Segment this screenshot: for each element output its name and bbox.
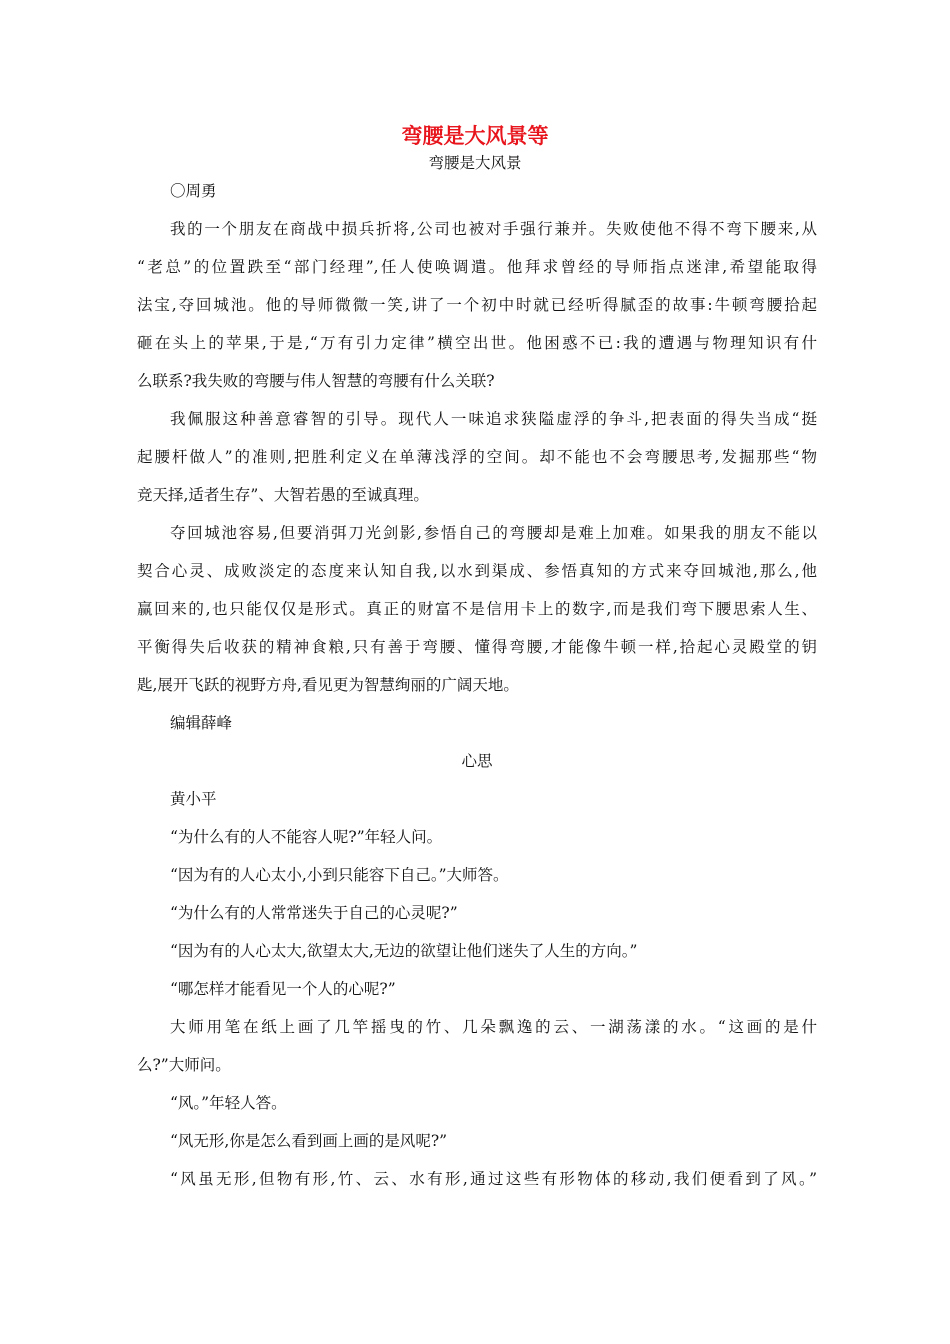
text-line: 夺回城池容易,但要消弭刀光剑影,参悟自己的弯腰却是难上加难。如果我的朋友不能以 [170,524,817,542]
paragraph-3 [137,514,817,704]
article-title: 弯腰是大风景 [428,154,522,172]
paragraph-2 [137,400,817,514]
dialogue-line: “风。”年轻人答。 [170,1094,287,1112]
dialogue-line: “风无形,你是怎么看到画上画的是风呢?” [170,1132,448,1150]
dialogue-line: “因为有的人心太大,欲望太大,无边的欲望让他们迷失了人生的方向。” [170,942,638,960]
text-line: 匙,展开飞跃的视野方舟,看见更为智慧绚丽的广阔天地。 [137,676,519,694]
dialogue-line: “风虽无形,但物有形,竹、云、水有形,通过这些有形物体的移动,我们便看到了风。” [170,1170,817,1188]
text-line: 赢回来的,也只能仅仅是形式。真正的财富不是信用卡上的数字,而是我们弯下腰思索人生、 [137,600,817,618]
text-line: “老总”的位置跌至“部门经理”,任人使唤调遣。他拜求曾经的导师指点迷津,希望能取得 [137,258,817,276]
document-title: 弯腰是大风景等 [401,124,549,148]
text-line: 么联系?我失败的弯腰与伟人智慧的弯腰有什么关联? [137,372,495,390]
text-line: 大师用笔在纸上画了几竿摇曳的竹、几朵飘逸的云、一湖荡漾的水。“这画的是什 [170,1018,817,1036]
dialogue-line: “哪怎样才能看见一个人的心呢?” [170,980,396,998]
text-line: 砸在头上的苹果,于是,“万有引力定律”横空出世。他困惑不已:我的遭遇与物理知识有什 [137,334,817,352]
paragraph-painting [137,1008,817,1084]
dialogue-line: “为什么有的人不能容人呢?”年轻人问。 [170,828,443,846]
dialogue-line: “因为有的人心太小,小到只能容下自己。”大师答。 [170,866,509,884]
text-line: 起腰杆做人”的准则,把胜利定义在单薄浅浮的空间。却不能也不会弯腰思考,发掘那些“物 [137,448,817,466]
article-body [137,172,817,1198]
dialogue-line: “为什么有的人常常迷失于自己的心灵呢?” [170,904,458,922]
text-line: 竞天择,适者生存”、大智若愚的至诚真理。 [137,486,429,504]
text-line: 我佩服这种善意睿智的引导。现代人一味追求狭隘虚浮的争斗,把表面的得失当成“挺 [170,410,817,428]
text-line: 平衡得失后收获的精神食粮,只有善于弯腰、懂得弯腰,才能像牛顿一样,拾起心灵殿堂的钥 [137,638,817,656]
text-line: 法宝,夺回城池。他的导师微微一笑,讲了一个初中时就已经听得腻歪的故事:牛顿弯腰拾起 [137,296,817,314]
section-title: 心思 [461,752,493,770]
text-line: 么?”大师问。 [137,1056,231,1074]
text-line: 我的一个朋友在商战中损兵折将,公司也被对手强行兼并。失败使他不得不弯下腰来,从 [170,220,817,238]
paragraph-1 [137,210,817,400]
author-line: 黄小平 [170,790,217,808]
text-line: 契合心灵、成败淡定的态度来认知自我,以水到渠成、参悟真知的方式来夺回城池,那么,他 [137,562,817,580]
editor-line: 编辑薛峰 [170,714,233,732]
author-line: 〇周勇 [170,182,217,200]
